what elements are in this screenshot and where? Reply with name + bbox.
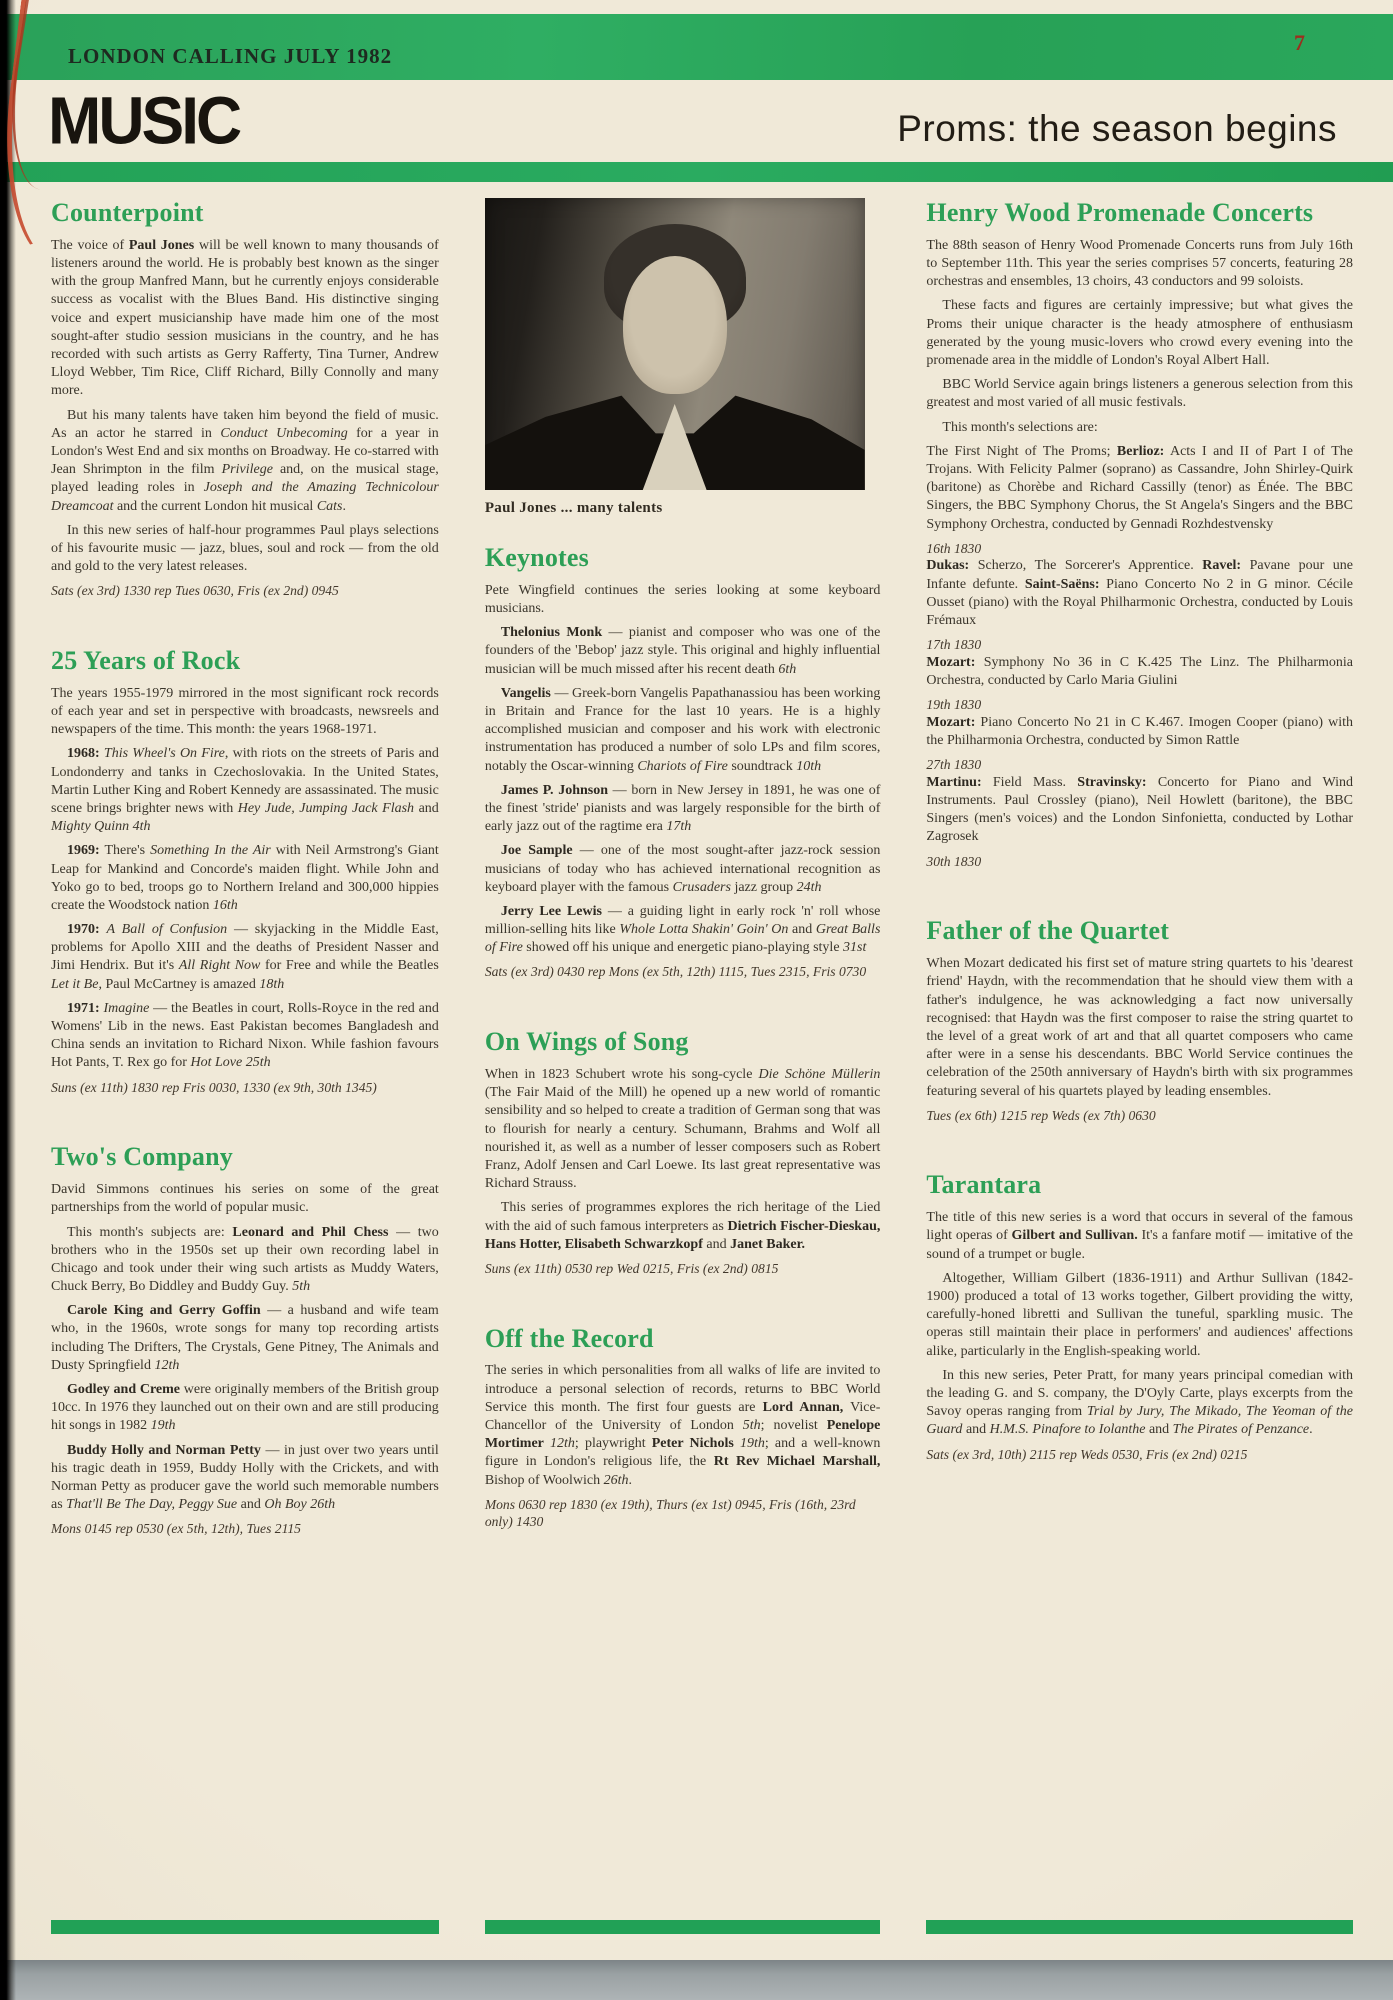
section-heading: Off the Record bbox=[484, 1323, 654, 1353]
text-run: Mozart: bbox=[926, 654, 976, 670]
article bbox=[926, 1170, 1353, 1463]
text-run: Oh Boy bbox=[264, 1497, 307, 1513]
schedule-line bbox=[485, 1496, 881, 1531]
paragraph bbox=[51, 237, 439, 401]
text-run: Suns (ex 11th) 1830 rep Fris 0030, 1330 (ex 9th, 30th 1345) bbox=[51, 1079, 377, 1095]
schedule-line bbox=[926, 696, 1353, 714]
text-run: Godley and Creme bbox=[67, 1382, 181, 1398]
column-end-rule bbox=[485, 1920, 881, 1934]
section-heading: Counterpoint bbox=[51, 198, 204, 227]
text-run: ; and a well-known figure in London's religious life, the bbox=[484, 1436, 881, 1470]
text-run: Carole King and Gerry Goffin bbox=[67, 1303, 261, 1319]
text-run: for a year in London's West End and six months on Broadway. He co-starred with Jean Shrimpton in the film bbox=[51, 425, 439, 478]
text-run: James P. Johnson bbox=[500, 782, 609, 798]
paragraph bbox=[51, 1442, 439, 1515]
section-heading: Henry Wood Promenade Concerts bbox=[926, 198, 1314, 227]
section-heading: Two's Company bbox=[51, 1142, 233, 1172]
paragraph bbox=[51, 407, 439, 516]
text-run: Let it Be bbox=[51, 976, 99, 992]
paragraph bbox=[926, 955, 1353, 1101]
text-run: H.M.S. Pinafore to Iolanthe bbox=[989, 1422, 1146, 1438]
text-run: and bbox=[237, 1497, 265, 1513]
column-right bbox=[926, 198, 1353, 1934]
text-run: The First Night of The Proms; bbox=[926, 443, 1117, 459]
text-run: . bbox=[1309, 1422, 1313, 1438]
text-run: Dietrich Fischer-Dieskau, Hans Hotter, Elisabeth Schwarzkopf bbox=[484, 1218, 881, 1252]
paul-jones-photo-figure bbox=[485, 198, 881, 517]
paragraph bbox=[926, 714, 1353, 750]
paragraph bbox=[485, 1066, 881, 1193]
text-run: — Greek-born Vangelis Papathanassiou has been working in Britain and France for the last 10 years. He is a highly accomplished musician and composer and his work with electronic instrumentation has produced a number of solo LPs and film scores, notably the Oscar-winning bbox=[484, 685, 881, 774]
text-run: Concerto for Piano and Wind Instruments. Paul Crossley (piano), Neil Howlett (baritone), the BBC Singers (men's voices) and the London Sinfonietta, conducted by Lothar Zagrosek bbox=[926, 774, 1353, 845]
column-middle-sections bbox=[485, 543, 881, 1531]
article bbox=[51, 1142, 439, 1538]
text-run: — a guiding light in early rock 'n' roll whose million-selling hits like bbox=[484, 903, 881, 938]
text-run: for Free and while the Beatles bbox=[260, 958, 439, 974]
paragraph bbox=[51, 921, 439, 994]
text-run: Great Balls of Fire bbox=[484, 922, 881, 956]
text-run: This month's subjects are: bbox=[67, 1224, 233, 1240]
text-run: Sats (ex 3rd) 0430 rep Mons (ex 5th, 12th) 1115, Tues 2315, Fris 0730 bbox=[484, 964, 867, 980]
text-run: Joseph and the Amazing Technicolour Dreamcoat bbox=[51, 480, 439, 514]
text-run: 1971: bbox=[67, 1000, 100, 1016]
text-run: The series in which personalities from all walks of life are invited to introduce a personal selection of records, returns to BBC World Service this month. The first four guests are bbox=[484, 1363, 881, 1415]
article bbox=[485, 543, 881, 981]
text-run: and bbox=[962, 1422, 990, 1438]
column-end-rule bbox=[51, 1920, 439, 1934]
text-run: 18th bbox=[259, 976, 285, 992]
paragraph bbox=[485, 582, 881, 618]
text-run: 16th bbox=[212, 897, 238, 913]
magazine-page bbox=[6, 0, 1393, 1960]
text-run: Suns (ex 11th) 0530 rep Wed 0215, Fris (ex 2nd) 0815 bbox=[484, 1260, 779, 1276]
section-heading: 25 Years of Rock bbox=[51, 645, 241, 675]
text-run: . bbox=[342, 498, 346, 514]
text-run: — pianist and composer who was one of the founders of the 'Bebop' jazz style. This original and highly influential musician will be much missed after his recent death bbox=[484, 625, 881, 677]
text-run: Leonard and Phil Chess bbox=[232, 1224, 389, 1240]
text-run: Gilbert and Sullivan. bbox=[1011, 1228, 1138, 1244]
paragraph bbox=[926, 443, 1353, 534]
paragraph bbox=[485, 685, 881, 776]
masthead-title: LONDON CALLING JULY 1982 bbox=[68, 43, 393, 68]
text-run: Altogether, William Gilbert (1836-1911) and Arthur Sullivan (1842-1900) produced a total of 13 works together, Gilbert providing the witty, carefully-honed libretti and Sullivan the tuneful, sparkling music. The operas still maintain their place in performers' and audiences' affections alike, particularly in the English-speaking world. bbox=[926, 1270, 1353, 1359]
text-run: Pete Wingfield continues the series looking at some keyboard musicians. bbox=[484, 582, 881, 617]
text-run: 25th bbox=[245, 1055, 271, 1071]
text-run: Mons 0630 rep 1830 (ex 19th), Thurs (ex 1st) 0945, Fris (16th, 23rd only) 1430 bbox=[484, 1496, 856, 1530]
paragraph bbox=[51, 685, 439, 740]
text-run: — the Beatles in court, Rolls-Royce in the red and Womens' Lib in the news. East Pakistan becomes Bangladesh and China sends an invitation to Richard Nixon. While fashion favours Hot Pants, T. Rex go for bbox=[51, 1000, 439, 1071]
text-run: The Pirates of Penzance bbox=[1172, 1422, 1310, 1438]
paragraph bbox=[51, 842, 439, 915]
text-run: 10th bbox=[796, 758, 822, 774]
paragraph bbox=[485, 842, 881, 897]
desk-surface bbox=[0, 1960, 1393, 2000]
text-run: 19th 1830 bbox=[926, 697, 982, 713]
article-columns bbox=[6, 182, 1393, 1934]
page-headline: Proms: the season begins bbox=[897, 108, 1337, 149]
text-run: Berlioz: bbox=[1116, 443, 1165, 459]
text-run: This series of programmes explores the rich heritage of the Lied with the aid of such famous interpreters as bbox=[484, 1200, 881, 1234]
text-run: Peter Nichols bbox=[651, 1436, 734, 1452]
schedule-line bbox=[926, 540, 1353, 558]
text-run bbox=[100, 922, 107, 937]
text-run: In this new series of half-hour programmes Paul plays selections of his favourite music — jazz, blues, soul and rock — from the old and gold to the very latest releases. bbox=[51, 522, 439, 575]
paragraph bbox=[926, 774, 1353, 847]
text-run: Sats (ex 3rd) 1330 rep Tues 0630, Fris (ex 2nd) 0945 bbox=[51, 583, 339, 599]
text-run: — skyjacking in the Middle East, problems for Apollo XIII and the deaths of President Nasser and Jimi Hendrix. But it's bbox=[51, 922, 439, 974]
text-run: Thelonius Monk bbox=[500, 625, 603, 641]
article bbox=[51, 646, 439, 1096]
text-run: Lord Annan, bbox=[762, 1399, 844, 1415]
text-run: But his many talents have taken him beyond the field of music. As an actor he starred in bbox=[51, 407, 439, 441]
article bbox=[926, 198, 1353, 870]
text-run: Ravel: bbox=[1202, 558, 1242, 574]
article bbox=[485, 1324, 881, 1532]
text-run: Something In the Air bbox=[150, 843, 271, 859]
text-run: — born in New Jersey in 1891, he was one of the finest 'stride' pianists and was largely responsible for the birth of early jazz out of the ragtime era bbox=[484, 782, 881, 835]
paragraph bbox=[926, 297, 1353, 370]
text-run: will be well known to many thousands of listeners around the world. He is probably best known as the singer with the group Manfred Mann, but he currently enjoys considerable success as vocalist with the Blues Band. His distinctive singing voice and expert musicianship have made him one of the most sought-after studio session musicians in the country, and he has recorded with such artists as Gerry Rafferty, Tina Turner, Andrew Lloyd Webber, Tim Rice, Cliff Richard, Billy Connolly and many more. bbox=[51, 237, 439, 399]
text-run: 26th bbox=[603, 1472, 629, 1488]
section-heading: Father of the Quartet bbox=[926, 916, 1170, 946]
paragraph bbox=[485, 1199, 881, 1254]
text-run: This Wheel's On Fire bbox=[103, 746, 225, 762]
schedule-line bbox=[485, 963, 881, 981]
section-heading: Tarantara bbox=[926, 1170, 1042, 1200]
text-run: 27th 1830 bbox=[926, 757, 982, 773]
paragraph bbox=[926, 1367, 1353, 1440]
text-run: Imagine bbox=[103, 1000, 150, 1016]
green-rule bbox=[6, 162, 1393, 182]
schedule-line bbox=[926, 636, 1353, 654]
text-run: 6th bbox=[778, 661, 797, 677]
schedule-line bbox=[485, 1260, 881, 1278]
text-run: Piano Concerto No 21 in C K.467. Imogen Cooper (piano) with the Philharmonia Orchestra, conducted by Simon Rattle bbox=[926, 714, 1353, 749]
paragraph bbox=[926, 1270, 1353, 1361]
text-run: and bbox=[414, 800, 439, 816]
paragraph bbox=[485, 903, 881, 958]
paragraph bbox=[51, 745, 439, 836]
text-run: with Neil Armstrong's Giant Leap for Mankind and Concorde's maiden flight. While John and Yoko go to bed, troops go to Northern Ireland and 300,000 hippies create the Woodstock nation bbox=[51, 843, 439, 913]
paragraph bbox=[926, 557, 1353, 630]
text-run: Privilege bbox=[221, 462, 273, 478]
text-run: and the current London hit musical bbox=[113, 498, 317, 514]
paragraph bbox=[485, 782, 881, 837]
text-run: Sats (ex 3rd, 10th) 2115 rep Weds 0530, Fris (ex 2nd) 0215 bbox=[926, 1446, 1248, 1462]
section-heading: Keynotes bbox=[484, 543, 589, 572]
text-run: — two brothers who in the 1950s set up their own recording label in Chicago and took under their wing such artists as Muddy Waters, Chuck Berry, Bo Diddley and Buddy Guy. bbox=[51, 1224, 439, 1295]
text-run: In this new series, Peter Pratt, for many years principal comedian with the leading G. and S. company, the D'Oyly Carte, plays excerpts from the Savoy operas ranging from bbox=[926, 1367, 1353, 1420]
text-run: — a husband and wife team who, in the 1960s, wrote songs for many top recording artists including The Drifters, The Crystals, Gene Pitney, The Animals and Dusty Springfield bbox=[51, 1303, 439, 1373]
text-run: 1970: bbox=[67, 922, 100, 938]
text-run: David Simmons continues his series on some of the great partnerships from the world of popular music. bbox=[51, 1182, 439, 1216]
text-run: ; playwright bbox=[574, 1436, 652, 1452]
text-run: Jerry Lee Lewis bbox=[500, 903, 602, 919]
column-left bbox=[51, 198, 439, 1934]
text-run: Mons 0145 rep 0530 (ex 5th, 12th), Tues 2115 bbox=[51, 1521, 301, 1537]
text-run: Trial by Jury, The Mikado, The Yeoman of the Guard bbox=[926, 1404, 1353, 1438]
masthead-band bbox=[6, 14, 1393, 80]
text-run: — one of the most sought-after jazz-rock session musicians of today who has achieved international recognition as keyboard player with the famous bbox=[484, 843, 881, 895]
text-run: Conduct Unbecoming bbox=[220, 425, 348, 441]
paragraph bbox=[926, 654, 1353, 690]
text-run: Symphony No 36 in C K.425 The Linz. The Philharmonia Orchestra, conducted by Carlo Maria Giulini bbox=[926, 654, 1353, 688]
text-run: All Right Now bbox=[178, 958, 261, 974]
schedule-line bbox=[926, 1446, 1353, 1464]
text-run: 19th bbox=[150, 1418, 176, 1434]
text-run: Tues (ex 6th) 1215 rep Weds (ex 7th) 0630 bbox=[926, 1107, 1156, 1123]
text-run: showed off his unique and energetic piano-playing style bbox=[522, 940, 844, 956]
text-run: Mighty Quinn bbox=[51, 819, 130, 835]
text-run: Bishop of Woolwich bbox=[484, 1472, 604, 1488]
paragraph bbox=[51, 1224, 439, 1297]
text-run: The voice of bbox=[51, 237, 129, 253]
text-run: This month's selections are: bbox=[942, 419, 1098, 435]
text-run: The 88th season of Henry Wood Promenade Concerts runs from July 16th to September 11th. This year the series comprises 57 concerts, featuring 28 orchestras and ensembles, 13 choirs, 43 conductors and 99 soloists. bbox=[926, 237, 1353, 290]
column-right-sections bbox=[926, 198, 1353, 1463]
text-run: ; novelist bbox=[760, 1418, 827, 1434]
text-run: Hey Jude, Jumping Jack Flash bbox=[237, 800, 415, 816]
paragraph bbox=[51, 1181, 439, 1217]
text-run: Field Mass. bbox=[981, 774, 1078, 790]
text-run: When Mozart dedicated his first set of mature string quartets to his 'dearest friend' Haydn, with the recommendation that he should view them with a father's indulgence, he was acknowledging a fact now universally recognised: that Haydn was the first composer to raise the string quartet to the level of a great work of art and that all quartet composers who came after were in a sense his descendants. BBC World Service continues the celebration of the 250th anniversary of Haydn's birth with six programmes featuring several of his quartets played by leading ensembles. bbox=[926, 956, 1353, 1099]
text-run: 24th bbox=[796, 879, 822, 895]
text-run: A Ball of Confusion bbox=[106, 922, 228, 938]
text-run: 1968: bbox=[67, 746, 100, 762]
paragraph bbox=[51, 522, 439, 577]
text-run: Rt Rev Michael Marshall, bbox=[713, 1454, 881, 1470]
binding-edge-shadow bbox=[0, 0, 16, 2000]
text-run: Chariots of Fire bbox=[637, 758, 728, 774]
text-run: Crusaders bbox=[672, 879, 731, 895]
column-left-sections bbox=[51, 198, 439, 1538]
text-run: and bbox=[1145, 1422, 1173, 1438]
text-run: Stravinsky: bbox=[1077, 774, 1147, 790]
text-run: 31st bbox=[843, 940, 867, 956]
text-run: 17th bbox=[666, 819, 692, 835]
text-run: 1969: bbox=[67, 843, 100, 859]
text-run: There's bbox=[99, 843, 151, 859]
text-run: jazz group bbox=[730, 879, 797, 895]
text-run: Cats bbox=[316, 498, 343, 514]
section-title: MUSIC bbox=[48, 83, 240, 159]
section-heading: On Wings of Song bbox=[484, 1027, 689, 1057]
text-run: Pavane pour une Infante defunte. bbox=[926, 558, 1353, 592]
text-run: Scherzo, The Sorcerer's Apprentice. bbox=[969, 558, 1203, 574]
text-run: 19th bbox=[739, 1436, 765, 1452]
text-run: Dukas: bbox=[926, 558, 970, 574]
paragraph bbox=[51, 1381, 439, 1436]
text-run: and bbox=[788, 922, 816, 938]
paragraph bbox=[926, 419, 1353, 437]
text-run: The years 1955-1979 mirrored in the most significant rock records of each year and set in perspective with broadcasts, newsreels and newspapers of the time. This month: the years 1968-1971. bbox=[51, 685, 439, 738]
schedule-line bbox=[51, 582, 439, 600]
text-run: soundtrack bbox=[727, 758, 797, 774]
photo-face-shape bbox=[623, 256, 727, 394]
page-number: 7 bbox=[1294, 30, 1305, 55]
paragraph bbox=[926, 237, 1353, 292]
text-run: 5th bbox=[742, 1418, 761, 1434]
schedule-line bbox=[51, 1079, 439, 1097]
paragraph bbox=[51, 1000, 439, 1073]
text-run: Whole Lotta Shakin' Goin' On bbox=[619, 922, 789, 938]
photo-caption: Paul Jones ... many talents bbox=[484, 500, 663, 516]
text-run: Piano Concerto No 2 in G minor. Cécile Ousset (piano) with the Royal Philharmonic Orchestra, conducted by Louis Frémaux bbox=[926, 576, 1353, 628]
text-run: Buddy Holly and Norman Petty bbox=[67, 1442, 261, 1458]
text-run: and bbox=[702, 1236, 731, 1252]
schedule-line bbox=[51, 1520, 439, 1538]
text-run: It's a fanfare motif — imitative of the sound of a trumpet or bugle. bbox=[926, 1228, 1354, 1262]
paragraph bbox=[485, 1362, 881, 1489]
column-middle bbox=[485, 198, 881, 1934]
text-run: 5th bbox=[292, 1279, 311, 1295]
text-run: 4th bbox=[132, 819, 151, 835]
text-run: Mozart: bbox=[926, 714, 976, 730]
text-run: That'll Be The Day, Peggy Sue bbox=[66, 1497, 238, 1513]
text-run: These facts and figures are certainly impressive; but what gives the Proms their unique character is the heady atmosphere of enthusiasm generated by the young music-lovers who crowd every evening into the promenade area in the middle of London's Royal Albert Hall. bbox=[926, 298, 1353, 369]
text-run: 16th 1830 bbox=[926, 540, 982, 556]
schedule-line bbox=[926, 756, 1353, 774]
page-top-edge bbox=[6, 0, 1393, 14]
text-run: 17th 1830 bbox=[926, 637, 982, 653]
text-run: Martinu: bbox=[926, 774, 982, 790]
text-run: Vice-Chancellor of the University of London bbox=[484, 1399, 881, 1434]
paragraph bbox=[926, 376, 1353, 412]
paragraph bbox=[51, 1302, 439, 1375]
text-run: Joe Sample bbox=[500, 843, 573, 859]
text-run: (The Fair Maid of the Mill) he opened up a new world of romantic sensibility and so helped to create a tradition of German song that was to flourish for nearly a century. Schumann, Brahms and Wolf all nourished it, as well as a number of lesser composers such as Robert Franz, Adolf Jensen and Carl Loewe. Its last great representative was Richard Strauss. bbox=[484, 1085, 881, 1192]
text-run: Hot Love bbox=[190, 1055, 243, 1071]
text-run: were originally members of the British group 10cc. In 1976 they launched out on their own and are still producing hit songs in 1982 bbox=[51, 1382, 439, 1434]
schedule-line bbox=[926, 1107, 1353, 1125]
text-run: 30th 1830 bbox=[926, 853, 982, 869]
paragraph bbox=[485, 624, 881, 679]
text-run: . bbox=[628, 1472, 632, 1488]
text-run: When in 1823 Schubert wrote his song-cycle bbox=[484, 1067, 759, 1083]
text-run: Paul Jones bbox=[128, 237, 195, 253]
text-run: Janet Baker. bbox=[730, 1236, 806, 1252]
paragraph bbox=[926, 1209, 1353, 1264]
text-run: , with riots on the streets of Paris and Londonderry and tanks in Czechoslovakia. In the United States, Martin Luther King and Robert Kennedy are assassinated. The music scene brings brighter news with bbox=[51, 746, 439, 816]
text-run: Saint-Saëns: bbox=[1024, 576, 1100, 592]
column-end-rule bbox=[926, 1920, 1353, 1934]
paul-jones-photo bbox=[485, 198, 865, 490]
text-run: 12th bbox=[154, 1357, 180, 1373]
headline-row bbox=[6, 80, 1393, 162]
text-run: Vangelis bbox=[500, 685, 551, 701]
schedule-line bbox=[926, 853, 1353, 871]
text-run: BBC World Service again brings listeners a generous selection from this greatest and most varied of all music festivals. bbox=[926, 377, 1353, 411]
text-run: — in just over two years until his tragic death in 1959, Buddy Holly with the Crickets, and with Norman Petty as producer gave the world such memorable numbers as bbox=[51, 1442, 439, 1513]
text-run: , Paul McCartney is amazed bbox=[98, 976, 260, 992]
article bbox=[51, 198, 439, 600]
text-run: Penelope Mortimer bbox=[484, 1418, 881, 1452]
text-run: and, on the musical stage, played leading roles in bbox=[51, 462, 439, 496]
article bbox=[926, 916, 1353, 1124]
text-run: The title of this new series is a word that occurs in several of the famous light operas of bbox=[926, 1210, 1353, 1244]
text-run: Acts I and II of Part I of The Trojans. With Felicity Palmer (soprano) as Cassandre, John Shirley-Quirk (baritone) as Chorèbe and Richard Cassilly (tenor) as Énée. The BBC Singers, the BBC Symphony Chorus, the St Angela's Singers and the BBC Symphony Orchestra, conducted by Gennadi Rozhdestvensky bbox=[926, 443, 1353, 532]
text-run: 26th bbox=[310, 1497, 336, 1513]
text-run: 12th bbox=[550, 1436, 575, 1452]
text-run: Die Schöne Müllerin bbox=[758, 1067, 881, 1083]
article bbox=[485, 1027, 881, 1277]
